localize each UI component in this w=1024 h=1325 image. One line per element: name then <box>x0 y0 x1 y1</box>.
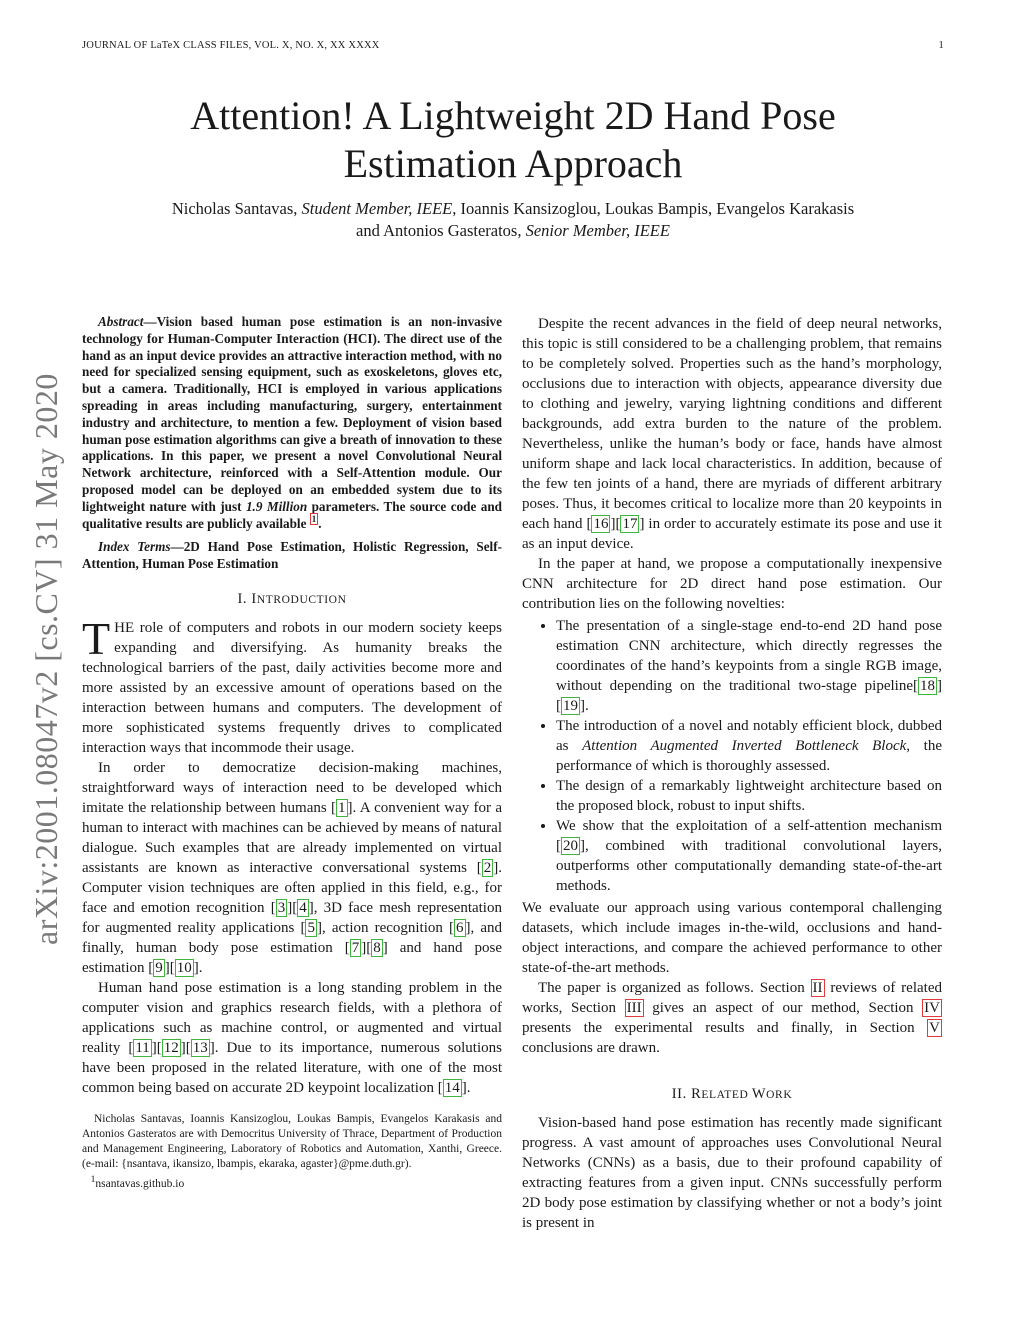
related-work-paragraph-1: Vision-based hand pose estimation has recently made significant progress. A vast amount of approaches uses Convolutional Neural Networks (CNNs) as a basis, due to their profound capability of extracting features from a given input. CNNs successfully perform 2D body pose estimation by classifying whether or not a body’s joint is present in <box>522 1115 942 1231</box>
text: . <box>466 1079 471 1096</box>
text: The introduction of a novel and notably efficient block, dubbed as <box>556 718 942 754</box>
list-item: • We show that the exploitation of a self-attention mechanism [ 20 ], combined with traditional convolutional layers, outperforms other computationally demanding state-of-the-art methods. <box>556 816 942 896</box>
citation-link[interactable]: 18 <box>920 678 935 694</box>
text: Human hand pose estimation is a long standing problem in the computer vision and graphics research fields, with a plethora of applications such as machine control, or augmented and virtual reality <box>82 979 502 1056</box>
author-list <box>82 198 944 242</box>
footnote-mark: 1 <box>90 1173 96 1185</box>
authors-middle: , Ioannis Kansizoglou, Loukas Bampis, Evangelos Karakasis <box>452 199 855 218</box>
text: conclusions are drawn. <box>522 1040 660 1056</box>
citation-link[interactable]: 7 <box>351 939 360 956</box>
index-terms-text: —2D Hand Pose Estimation, Holistic Regression, Self-Attention, Human Pose Estimation <box>82 539 502 572</box>
intro-paragraph-7 <box>522 978 942 1058</box>
intro-paragraph-6: We evaluate our approach using various contemporal challenging datasets, which include images in-the-wild, occlusions and hand-object interactions, and compare the achieved performance to other state-of-the-art methods. <box>522 900 942 976</box>
author-1-role: Student Member, IEEE <box>301 199 453 218</box>
section-heading-introduction <box>82 589 502 610</box>
text: We show that the exploitation of a self-attention mechanism <box>556 818 942 834</box>
intro-paragraph-5: In the paper at hand, we propose a computationally inexpensive CNN architecture for 2D direct hand pose estimation. Our contribution lies on the following novelties: <box>522 556 942 612</box>
section-heading-related-work <box>522 1084 942 1105</box>
section-title-cap: I <box>251 590 257 607</box>
drop-cap: T <box>82 612 111 664</box>
citation-link[interactable]: 8 <box>373 939 381 956</box>
section-link[interactable]: IV <box>924 1000 940 1016</box>
text: . Due to its importance, numerous solutions have been proposed in the related literature, with one of the most common being based on accurate 2D keypoint localization <box>82 1039 502 1096</box>
citation-link[interactable]: 1 <box>338 799 346 816</box>
section-link[interactable]: II <box>812 980 823 996</box>
text: , combined with traditional convolutional layers, outperforms other computationally demanding state-of-the-art methods. <box>556 838 942 894</box>
affiliation-footnote: Nicholas Santavas, Ioannis Kansizoglou, Loukas Bampis, Evangelos Karakasis and Antonios Gasteratos are with Democritus University of Thrace, Department of Production and Management Engineering, Laboratory of Robotics and Automation, Xanthi, Greece. (e-mail: {nsantava, ikansizo, lbampis, ekaraka, agaster}@pme.duth.gr). <box>82 1112 502 1170</box>
text: . Computer vision techniques are often applied in this field, e.g., for face and emotion recognition <box>82 859 502 916</box>
title-line-2: Estimation Approach <box>343 141 683 186</box>
author-last-role: Senior Member, IEEE <box>525 221 670 240</box>
intro-paragraph-1 <box>82 612 502 758</box>
citation-link[interactable]: 14 <box>444 1079 460 1096</box>
text: gives an aspect of our method, Section <box>643 1000 923 1016</box>
citation-link[interactable]: 5 <box>307 919 315 936</box>
section-link[interactable]: V <box>929 1020 940 1036</box>
abstract <box>82 314 502 532</box>
text: and hand pose estimation <box>82 939 502 976</box>
list-item: • The presentation of a single-stage end-to-end 2D hand pose estimation CNN architecture, which directly regresses the coordinates of the hand’s keypoints from a single RGB image, without depending on the traditional two-stage pipeline[ 18 ][ 19 ]. <box>556 616 942 716</box>
text: , action recognition <box>321 919 449 936</box>
text: Despite the recent advances in the field of deep neural networks, this topic is still considered to be a challenging problem, that remains to be completely solved. Properties such as the hand’s morphology, occlusions due to interaction with objects, appearance diversity due to clothing and jewelry, varying lightning conditions and different backgrounds, add extra burden to the nature of the problem. Nevertheless, unlike the human’s body or face, hands have almost uniform shape and lack local characteristics. In addition, because of the few ten joints of a hand, there are myriads of different arbitrary poses. Thus, it becomes critical to localize more than 20 keypoints in each hand <box>522 316 942 532</box>
section-number: I. <box>237 590 252 607</box>
list-item <box>556 716 942 776</box>
intro-paragraph-3: Human hand pose estimation is a long standing problem in the computer vision and graphics research fields, with a plethora of applications such as machine control, or augmented and virtual reality [ 11 ][ 12 ][ 13 ]. Due to its importance, numerous solutions have been proposed in the related literature, with one of the most common being based on accurate 2D keypoint localization [ 14 ]. <box>82 979 502 1096</box>
text: . <box>198 959 203 976</box>
citation-link[interactable]: 16 <box>593 516 609 532</box>
section-title-rest: ELATED <box>701 1089 752 1101</box>
right-column <box>522 314 942 1233</box>
intro-paragraph-4: Despite the recent advances in the field of deep neural networks, this topic is still considered to be a challenging problem, that remains to be completely solved. Properties such as the hand’s morphology, occlusions due to interaction with objects, appearance diversity due to clothing and jewelry, varying lightning conditions and different backgrounds, add extra burden to the nature of the problem. Nevertheless, unlike the human’s body or face, hands have almost uniform shape and lack local characteristics. In addition, because of the few ten joints of a hand, there are myriads of different arbitrary poses. Thus, it becomes critical to localize more than 20 keypoints in each hand [ 16 ][ 17 ] in order to accurately estimate its pose and use it as an input device. <box>522 316 942 552</box>
intro-paragraph-2: In order to democratize decision-making machines, straightforward ways of interaction need to be developed which imitate the relationship between humans [ 1 ]. A convenient way for a human to interact with machines can be achieved by means of natural dialogue. Such examples that are already implemented on virtual assistants are known as interactive conversational systems [ 2 ]. Computer vision techniques are often applied in this field, e.g., for face and emotion recognition [ 3 ][ 4 ], 3D face mesh representation for augmented reality applications [ 5 ], action recognition [ 6 ], and finally, human body pose estimation [ 7 ][ 8 ] and hand pose estimation [ 9 ][ 10 ]. <box>82 759 503 976</box>
citation-link[interactable]: 17 <box>622 516 638 532</box>
abstract-text-2: parameters. The source code and qualitative results are publicly available <box>82 498 503 531</box>
citation-link[interactable]: 9 <box>155 959 163 976</box>
section-title-rest: ORK <box>766 1089 793 1101</box>
text: reviews of related works, Section <box>522 980 942 1016</box>
citation-link[interactable]: 3 <box>277 899 286 916</box>
index-terms <box>82 539 502 573</box>
abstract-end: . <box>318 515 322 531</box>
citation-link[interactable]: 19 <box>563 698 578 714</box>
abstract-label: Abstract <box>98 314 144 329</box>
text: The paper is organized as follows. Section <box>538 980 811 996</box>
paper-title <box>82 92 944 188</box>
abstract-text: —Vision based human pose estimation is an non-invasive technology for Human-Computer Interaction (HCI). The direct use of the hand as an input device provides an attractive interaction method, with no need for specialized sensing equipment, such as exoskeletons, gloves etc, but a camera. Traditionally, HCI is employed in various applications spreading in areas including manufacturing, surgery, entertainment industry and architecture, to mention a few. Deployment of vision based human pose estimation algorithms can give a breath of innovation to these applications. In this paper, we present a novel Convolutional Neural Network architecture, reinforced with a Self-Attention module. Our proposed model can be deployed on an embedded system due to its lightweight nature with just <box>82 314 502 514</box>
section-number: II. <box>671 1086 692 1102</box>
author-1: Nicholas Santavas, <box>171 199 302 218</box>
title-line-1: Attention! A Lightweight 2D Hand Pose <box>190 93 836 138</box>
contribution-list <box>522 616 942 896</box>
footnote-url[interactable]: nsantavas.github.io <box>95 1177 185 1190</box>
citation-link[interactable]: 2 <box>483 859 492 876</box>
block-name: Attention Augmented Inverted Bottleneck Block <box>582 738 907 754</box>
url-footnote <box>82 1172 502 1192</box>
running-header <box>82 40 944 51</box>
text: , and finally, human body pose estimation <box>82 919 503 956</box>
section-title-rest: NTRODUCTION <box>256 593 347 606</box>
author-last: and Antonios Gasteratos, <box>356 221 526 240</box>
citation-link[interactable]: 11 <box>135 1039 150 1056</box>
list-item: • The design of a remarkably lightweight architecture based on the proposed block, robust to input shifts. <box>556 776 942 816</box>
citation-link[interactable]: 4 <box>299 899 307 916</box>
citation-link[interactable]: 13 <box>192 1039 208 1056</box>
index-terms-label: Index Terms <box>98 539 171 555</box>
journal-name: JOURNAL OF LaTeX CLASS FILES, VOL. X, NO. X, XX XXXX <box>82 40 380 51</box>
citation-link[interactable]: 12 <box>163 1039 179 1056</box>
text: in order to accurately estimate its pose and use it as an input device. <box>522 516 942 552</box>
section-link[interactable]: III <box>626 1000 642 1016</box>
text: In order to democratize decision-making machines, straightforward ways of interaction need to be developed which imitate the relationship between humans <box>82 759 502 816</box>
citation-link[interactable]: 6 <box>456 919 464 936</box>
text: . <box>585 698 589 714</box>
section-title-cap: W <box>751 1086 767 1102</box>
text: , the performance of which is thoroughly assessed. <box>556 738 943 774</box>
text: . A convenient way for a human to interact with machines can be achieved by means of natural dialogue. Such examples that are already implemented on virtual assistants are known as interactive conversational systems <box>82 799 502 876</box>
text: , 3D face mesh representation for augmented reality applications <box>82 899 502 936</box>
left-column <box>82 314 502 1192</box>
citation-link[interactable]: 10 <box>176 959 192 976</box>
section-title-cap: R <box>691 1086 702 1102</box>
text: presents the experimental results and finally, in Section <box>522 1020 928 1036</box>
abstract-params: 1.9 Million <box>245 498 308 514</box>
citation-link[interactable]: 20 <box>563 838 578 854</box>
footnote-link-1[interactable]: 1 <box>311 514 317 525</box>
intro-text-1: HE role of computers and robots in our modern society keeps expanding and diversifying. As humanity breaks the technological barriers of the past, daily activities become more and more assisted by an excessive amount of operations based on the interaction between humans and computers. The development of more sophisticated systems frequently drives to complicated interaction ways that incommode their usage. <box>82 619 502 756</box>
text: The presentation of a single-stage end-to-end 2D hand pose estimation CNN architecture, which directly regresses the coordinates of the hand’s keypoints from a single RGB image, without depending on the traditional two-stage pipeline <box>556 618 942 694</box>
arxiv-identifier[interactable]: arXiv:2001.08047v2 [cs.CV] 31 May 2020 <box>28 373 64 945</box>
page-number: 1 <box>938 40 944 51</box>
